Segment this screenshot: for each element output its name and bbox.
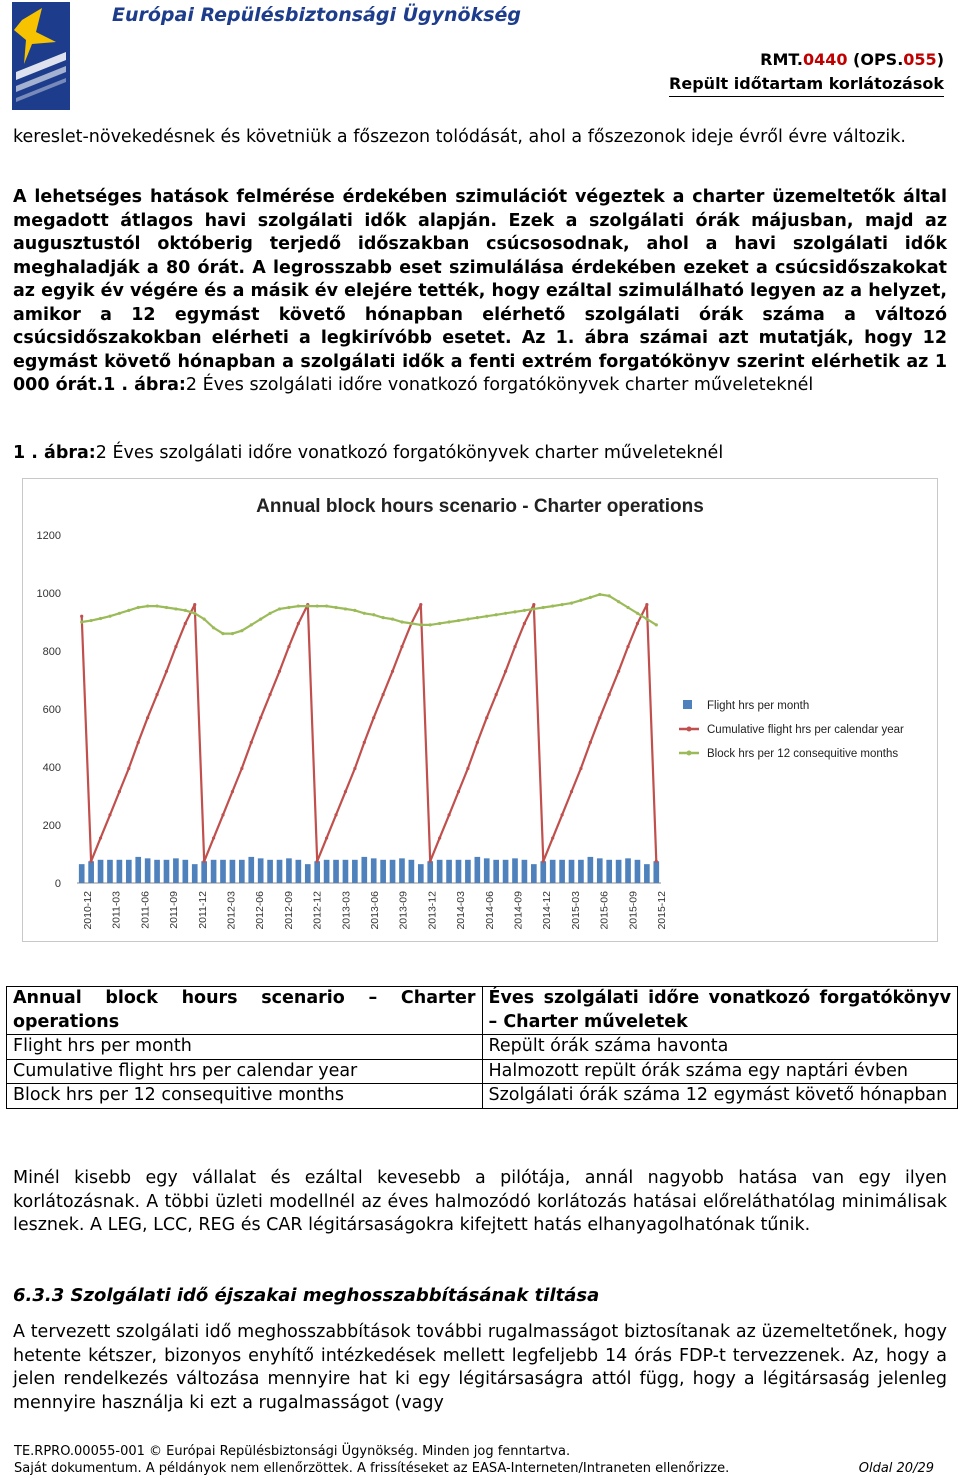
- bar-flight-hrs: [427, 861, 433, 883]
- x-tick-label: 2014-12: [541, 891, 554, 930]
- line-block-12m-point: [203, 618, 206, 621]
- x-tick-label: 2014-03: [455, 891, 468, 930]
- line-cumulative-point: [495, 693, 498, 696]
- bar-flight-hrs: [399, 858, 405, 883]
- line-cumulative-point: [570, 790, 573, 793]
- footer: [14, 1443, 948, 1477]
- x-tick-label: 2013-06: [369, 891, 381, 930]
- legend-marker-dot: [687, 751, 692, 756]
- bar-flight-hrs: [644, 864, 650, 883]
- bar-flight-hrs: [597, 858, 603, 883]
- line-block-12m-point: [250, 623, 253, 626]
- x-tick-label: 2015-06: [598, 891, 611, 930]
- footer-line-1: TE.RPRO.00055-001 © Európai Repülésbiztonsági Ügynökség. Minden jog fenntartva.: [14, 1444, 571, 1459]
- line-block-12m-point: [118, 612, 121, 615]
- doc-code-suffix: ): [936, 50, 944, 69]
- line-cumulative-point: [127, 767, 130, 770]
- line-block-12m-point: [447, 620, 450, 623]
- line-block-12m-point: [259, 618, 262, 621]
- bar-flight-hrs: [126, 860, 132, 883]
- section-heading: 6.3.3 Szolgálati idő éjszakai meghosszabbításának tiltása: [13, 1285, 600, 1306]
- bar-flight-hrs: [606, 860, 612, 883]
- line-cumulative-point: [400, 645, 403, 648]
- y-tick-label: 1200: [36, 530, 61, 542]
- line-block-12m-point: [617, 600, 620, 603]
- table-cell-en: Block hrs per 12 consequitive months: [7, 1084, 483, 1109]
- line-block-12m-point: [334, 606, 337, 609]
- line-block-12m-point: [221, 632, 224, 635]
- table-cell-hu: Halmozott repült órák száma egy naptári évben: [482, 1059, 958, 1084]
- line-cumulative-point: [174, 645, 177, 648]
- bar-flight-hrs: [361, 857, 367, 883]
- bar-flight-hrs: [258, 858, 264, 883]
- x-tick-label: 2012-09: [282, 891, 295, 930]
- line-cumulative-point: [278, 670, 281, 673]
- line-block-12m-point: [542, 606, 545, 609]
- line-block-12m-point: [287, 606, 290, 609]
- line-cumulative-point: [608, 693, 611, 696]
- line-block-12m-point: [476, 616, 479, 619]
- line-block-12m-point: [523, 609, 526, 612]
- line-block-12m-point: [579, 599, 582, 602]
- line-block-12m-point: [146, 604, 149, 607]
- document-reference: [669, 48, 944, 97]
- line-cumulative-point: [363, 741, 366, 744]
- line-block-12m-point: [363, 612, 366, 615]
- bar-flight-hrs: [371, 858, 377, 883]
- line-cumulative-point: [504, 670, 507, 673]
- table-cell-hu: Szolgálati órák száma 12 egymást követő hónapban: [482, 1084, 958, 1109]
- bar-flight-hrs: [324, 860, 330, 883]
- translation-table: [6, 986, 958, 1109]
- line-block-12m-point: [353, 609, 356, 612]
- line-cumulative-point: [560, 813, 563, 816]
- line-cumulative-point: [513, 645, 516, 648]
- figure-caption: [13, 442, 947, 466]
- bar-flight-hrs: [248, 857, 254, 883]
- bar-flight-hrs: [418, 864, 424, 883]
- bar-flight-hrs: [531, 864, 537, 883]
- bar-flight-hrs: [616, 860, 622, 883]
- x-tick-label: 2013-12: [426, 891, 439, 930]
- line-block-12m-point: [532, 607, 535, 610]
- bar-flight-hrs: [635, 860, 641, 883]
- line-block-12m-point: [99, 617, 102, 620]
- doc-subtitle: Repült időtartam korlátozások: [669, 72, 944, 97]
- line-block-12m-point: [155, 604, 158, 607]
- x-tick-label: 2015-03: [569, 891, 582, 930]
- line-block-12m-point: [297, 604, 300, 607]
- line-block-12m-point: [589, 596, 592, 599]
- line-block-12m-point: [466, 618, 469, 621]
- bar-flight-hrs: [182, 860, 188, 883]
- table-cell-hu: Éves szolgálati időre vonatkozó forgatókönyv – Charter műveletek: [482, 987, 958, 1035]
- line-cumulative-point: [655, 860, 658, 863]
- line-cumulative-point: [334, 813, 337, 816]
- x-tick-label: 2011-03: [110, 891, 123, 929]
- line-cumulative-point: [212, 836, 215, 839]
- line-block-12m-point: [495, 613, 498, 616]
- bar-flight-hrs: [145, 858, 151, 883]
- bar-flight-hrs: [220, 860, 226, 883]
- line-block-12m-point: [372, 613, 375, 616]
- line-cumulative-point: [551, 836, 554, 839]
- paragraph-2-bold: A lehetséges hatások felmérése érdekében szimulációt végeztek a charter üzemeltetők által megadott átlagos havi szolgálati idők alapján. Ezek a szolgálati órák májusban, majd az augusztustól októberig terjedő időszakban csúcsosodnak, ahol a havi szolgálati idők meghaladják a 80 órát. A legrosszabb eset szimulálása érdekében ezeket a csúcsidőszakokat az egyik év végére és a másik év elejére tették, hogy ezáltal szimulálható legyen az a helyzet, amikor a 12 egymást követő hónapban elérhető szolgálati órák száma a változó csúcsidőszakokban elérheti a legkirívóbb esetet. Az 1. ábra számai azt mutatják, hogy 12 egymást követő hónapban a szolgálati idők a fenti extrém forgatókönyv szerint elérhetik az 1 000 órát.1 . ábra:: [13, 187, 947, 395]
- line-cumulative-point: [382, 693, 385, 696]
- bar-flight-hrs: [540, 861, 546, 883]
- figure-caption-text: 2 Éves szolgálati időre vonatkozó forgatókönyvek charter műveleteknél: [95, 443, 724, 463]
- paragraph-3: Minél kisebb egy vállalat és ezáltal kevesebb a pilótája, annál nagyobb hatása van egy ilyen korlátozásnak. A többi üzleti modellnél az éves halmozódó korlátozás hatásai előreláthatólag minimálisak lesznek. A LEG, LCC, REG és CAR légitársaságokra kifejtett hatás elhanyagolhatónak tűnik.: [13, 1168, 947, 1235]
- bar-flight-hrs: [230, 860, 236, 883]
- line-block-12m-point: [560, 603, 563, 606]
- bar-flight-hrs: [484, 858, 490, 883]
- x-tick-label: 2015-09: [627, 891, 640, 930]
- line-cumulative-point: [598, 716, 601, 719]
- line-block-12m-point: [626, 606, 629, 609]
- line-block-12m-point: [410, 622, 413, 625]
- table-cell-en: Cumulative flight hrs per calendar year: [7, 1059, 483, 1084]
- line-cumulative-point: [419, 603, 422, 606]
- legend-marker-dot: [687, 727, 692, 732]
- bar-flight-hrs: [314, 861, 320, 883]
- line-cumulative-point: [268, 693, 271, 696]
- chart-title: Annual block hours scenario - Charter operations: [256, 496, 704, 517]
- line-cumulative-point: [617, 670, 620, 673]
- line-block-12m-point: [240, 629, 243, 632]
- line-cumulative-point: [579, 767, 582, 770]
- chart-svg: [23, 479, 937, 941]
- doc-code-b: 055: [903, 50, 937, 69]
- footer-line-2: Saját dokumentum. A példányok nem ellenőrzöttek. A frissítéseket az EASA-Interneten/Intraneten ellenőrizze.: [14, 1461, 730, 1476]
- easa-logo: [12, 2, 70, 110]
- line-cumulative-point: [523, 622, 526, 625]
- line-cumulative-point: [250, 741, 253, 744]
- line-cumulative-point: [645, 603, 648, 606]
- x-tick-label: 2011-12: [196, 891, 209, 929]
- line-block-12m-point: [80, 620, 83, 623]
- line-cumulative-point: [297, 622, 300, 625]
- line-cumulative-point: [184, 622, 187, 625]
- table-cell-en: Flight hrs per month: [7, 1035, 483, 1060]
- bar-flight-hrs: [578, 860, 584, 883]
- table-cell-en: Annual block hours scenario – Charter operations: [7, 987, 483, 1035]
- x-tick-label: 2011-06: [139, 891, 152, 929]
- bar-flight-hrs: [409, 860, 415, 883]
- line-block-12m-point: [165, 606, 168, 609]
- legend-label: Flight hrs per month: [707, 700, 810, 712]
- bar-flight-hrs: [456, 860, 462, 883]
- line-cumulative-point: [231, 790, 234, 793]
- bar-flight-hrs: [437, 860, 443, 883]
- y-tick-label: 0: [54, 878, 61, 890]
- line-cumulative-point: [137, 741, 140, 744]
- x-tick-label: 2013-03: [340, 891, 353, 930]
- bar-flight-hrs: [79, 864, 85, 883]
- line-cumulative-point: [99, 836, 102, 839]
- bar-flight-hrs: [107, 860, 113, 883]
- line-block-12m-point: [325, 604, 328, 607]
- page-number: Oldal 20/29: [858, 1461, 934, 1476]
- bar-flight-hrs: [474, 857, 480, 883]
- line-cumulative: [82, 605, 657, 862]
- bar-flight-hrs: [493, 860, 499, 883]
- bar-flight-hrs: [286, 858, 292, 883]
- line-cumulative-point: [108, 813, 111, 816]
- line-cumulative-point: [287, 645, 290, 648]
- line-cumulative-point: [476, 741, 479, 744]
- line-cumulative-point: [325, 836, 328, 839]
- figure-caption-label: 1 . ábra:: [13, 443, 96, 463]
- paragraph-1: kereslet-növekedésnek és követniük a főszezon tolódását, ahol a főszezonok ideje évről évre változik.: [13, 127, 906, 147]
- bar-flight-hrs: [465, 860, 471, 883]
- line-cumulative-point: [466, 767, 469, 770]
- line-block-12m-point: [344, 607, 347, 610]
- chart-frame: [22, 478, 938, 942]
- line-cumulative-point: [316, 860, 319, 863]
- line-cumulative-point: [240, 767, 243, 770]
- bar-flight-hrs: [333, 860, 339, 883]
- line-block-12m-point: [400, 620, 403, 623]
- line-block-12m-point: [184, 609, 187, 612]
- line-block-12m-point: [108, 615, 111, 618]
- bar-flight-hrs: [503, 860, 509, 883]
- bar-flight-hrs: [559, 860, 565, 883]
- line-cumulative-point: [589, 741, 592, 744]
- bar-flight-hrs: [239, 860, 245, 883]
- table-row: [7, 1059, 958, 1084]
- bar-flight-hrs: [211, 860, 217, 883]
- bar-flight-hrs: [192, 864, 198, 883]
- y-tick-label: 400: [42, 762, 61, 774]
- line-block-12m-point: [268, 612, 271, 615]
- line-cumulative-point: [438, 836, 441, 839]
- doc-code-prefix: RMT.: [760, 50, 803, 69]
- line-block-12m-point: [636, 612, 639, 615]
- bar-flight-hrs: [380, 860, 386, 883]
- line-block-12m-point: [513, 610, 516, 613]
- line-cumulative-point: [429, 860, 432, 863]
- line-block-12m-point: [608, 594, 611, 597]
- paragraph-4: A tervezett szolgálati idő meghosszabbítások további rugalmasságot biztosítanak az üzemeltetőnek, hogy hetente kétszer, bizonyos enyhítő intézkedések mellett legfeljebb 14 órás FDP-t tervezzenek. Az, hogy a jelen rendelkezés változása mennyire hat ki egy légitársaságra attól függ, hogy a légitársaság jelenleg mennyire használja ki ezt a rugalmasságot (vagy: [13, 1322, 947, 1413]
- bar-flight-hrs: [390, 860, 396, 883]
- line-block-12m-point: [598, 593, 601, 596]
- line-cumulative-point: [203, 860, 206, 863]
- line-block-12m-point: [137, 606, 140, 609]
- line-block-12m-point: [645, 618, 648, 621]
- line-cumulative-point: [636, 622, 639, 625]
- bar-flight-hrs: [201, 861, 207, 883]
- bar-flight-hrs: [154, 860, 160, 883]
- bar-flight-hrs: [588, 857, 594, 883]
- line-cumulative-point: [193, 603, 196, 606]
- line-cumulative-point: [447, 813, 450, 816]
- line-block-12m-point: [429, 623, 432, 626]
- legend-label: Cumulative flight hrs per calendar year: [707, 724, 904, 736]
- line-block-12m-point: [90, 619, 93, 622]
- line-block-12m-point: [570, 602, 573, 605]
- line-block-12m-point: [212, 626, 215, 629]
- table-row: [7, 987, 958, 1035]
- bar-flight-hrs: [569, 860, 575, 883]
- bar-flight-hrs: [550, 860, 556, 883]
- bar-flight-hrs: [305, 864, 311, 883]
- line-cumulative-point: [457, 790, 460, 793]
- bar-flight-hrs: [88, 861, 94, 883]
- bar-flight-hrs: [512, 858, 518, 883]
- line-block-12m-point: [438, 622, 441, 625]
- line-cumulative-point: [485, 716, 488, 719]
- table-cell-hu: Repült órák száma havonta: [482, 1035, 958, 1060]
- line-block-12m-point: [174, 607, 177, 610]
- doc-code-a: 0440: [802, 50, 848, 69]
- bar-flight-hrs: [352, 860, 358, 883]
- line-block-12m-point: [382, 616, 385, 619]
- paragraph-2-tail: 2 Éves szolgálati időre vonatkozó forgatókönyvek charter műveleteknél: [185, 375, 814, 395]
- bar-flight-hrs: [277, 860, 283, 883]
- table-row: [7, 1084, 958, 1109]
- x-tick-label: 2010-12: [82, 891, 94, 930]
- agency-name: Európai Repülésbiztonsági Ügynökség: [112, 4, 522, 26]
- line-cumulative-point: [118, 790, 121, 793]
- bar-flight-hrs: [625, 858, 631, 883]
- bar-flight-hrs: [653, 861, 659, 883]
- x-tick-label: 2012-12: [311, 891, 324, 930]
- line-cumulative-point: [391, 670, 394, 673]
- line-block-12m-point: [551, 604, 554, 607]
- line-block-12m-point: [193, 612, 196, 615]
- bar-flight-hrs: [522, 860, 528, 883]
- y-tick-label: 1000: [36, 588, 61, 600]
- line-block-12m-point: [306, 604, 309, 607]
- paragraph-2: [13, 186, 947, 398]
- x-tick-label: 2012-03: [225, 891, 238, 930]
- line-block-12m-point: [457, 619, 460, 622]
- y-tick-label: 200: [42, 820, 61, 832]
- bar-flight-hrs: [135, 857, 141, 883]
- doc-code-mid: (OPS.: [847, 50, 904, 69]
- bar-flight-hrs: [117, 860, 123, 883]
- y-tick-label: 600: [42, 704, 61, 716]
- legend-label: Block hrs per 12 consequitive months: [707, 748, 899, 760]
- bar-flight-hrs: [164, 860, 170, 883]
- line-cumulative-point: [344, 790, 347, 793]
- y-tick-label: 800: [42, 646, 61, 658]
- line-block-12m-point: [485, 615, 488, 618]
- line-block-12m-point: [655, 623, 658, 626]
- line-cumulative-point: [165, 670, 168, 673]
- x-tick-label: 2014-09: [512, 891, 525, 930]
- line-cumulative-point: [80, 615, 83, 618]
- table-row: [7, 1035, 958, 1060]
- bar-flight-hrs: [296, 860, 302, 883]
- line-cumulative-point: [146, 716, 149, 719]
- bar-flight-hrs: [173, 858, 179, 883]
- line-cumulative-point: [155, 693, 158, 696]
- line-cumulative-point: [353, 767, 356, 770]
- line-block-12m-point: [231, 632, 234, 635]
- line-cumulative-point: [221, 813, 224, 816]
- bar-flight-hrs: [98, 860, 104, 883]
- line-cumulative-point: [372, 716, 375, 719]
- line-cumulative-point: [90, 860, 93, 863]
- line-cumulative-point: [532, 603, 535, 606]
- line-cumulative-point: [259, 716, 262, 719]
- bar-flight-hrs: [343, 860, 349, 883]
- x-tick-label: 2014-06: [483, 891, 496, 930]
- line-block-12m-point: [316, 604, 319, 607]
- line-cumulative-point: [626, 645, 629, 648]
- line-cumulative-point: [542, 860, 545, 863]
- x-tick-label: 2011-09: [168, 891, 181, 929]
- line-block-12m-point: [391, 618, 394, 621]
- bar-flight-hrs: [267, 860, 273, 883]
- line-block-12m: [82, 594, 657, 633]
- line-block-12m-point: [419, 623, 422, 626]
- line-block-12m-point: [278, 607, 281, 610]
- x-tick-label: 2012-06: [254, 891, 267, 930]
- legend-marker-bar: [683, 700, 692, 709]
- line-block-12m-point: [127, 609, 130, 612]
- x-tick-label: 2015-12: [656, 891, 668, 930]
- x-tick-label: 2013-09: [397, 891, 410, 930]
- line-block-12m-point: [504, 612, 507, 615]
- bar-flight-hrs: [446, 860, 452, 883]
